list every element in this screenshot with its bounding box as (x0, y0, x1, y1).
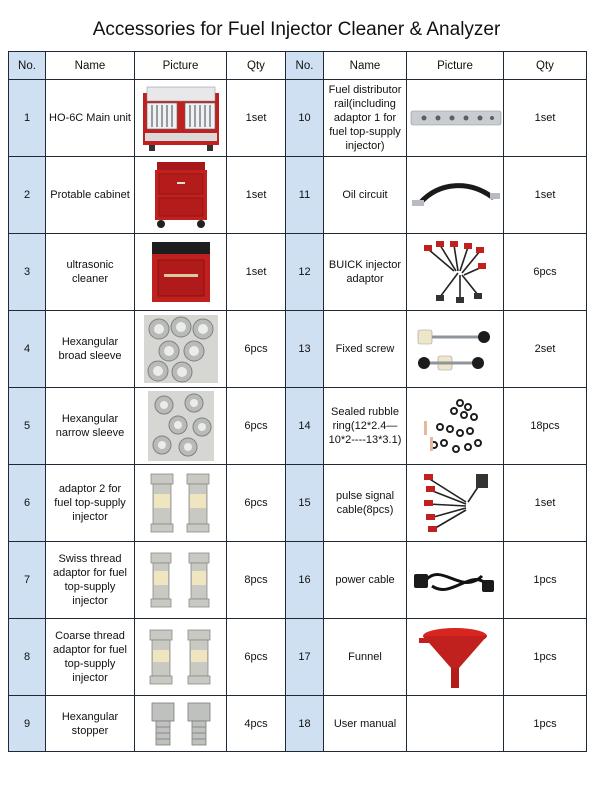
item-name: power cable (324, 542, 407, 619)
item-qty: 1set (504, 157, 587, 234)
page-title: Accessories for Fuel Injector Cleaner & Analyzer (92, 19, 501, 40)
coarse-adaptor-image (135, 619, 227, 696)
item-number: 11 (286, 157, 324, 234)
item-number: 2 (9, 157, 46, 234)
item-qty: 6pcs (227, 619, 286, 696)
item-qty: 1pcs (504, 542, 587, 619)
item-number: 13 (286, 311, 324, 388)
buick-adaptor-image (407, 234, 504, 311)
distributor-rail-image (407, 80, 504, 157)
oil-hose-image (407, 157, 504, 234)
item-qty: 1pcs (504, 619, 587, 696)
swiss-adaptor-image (135, 542, 227, 619)
item-number: 12 (286, 234, 324, 311)
cabinet-image (135, 157, 227, 234)
table-row (9, 542, 587, 619)
table-row (9, 234, 587, 311)
broad-sleeve-image (135, 311, 227, 388)
item-name: Hexangular stopper (46, 696, 135, 752)
ultrasonic-cleaner-image (135, 234, 227, 311)
fixed-screw-image (407, 311, 504, 388)
rubber-rings-image (407, 388, 504, 465)
item-number: 9 (9, 696, 46, 752)
column-header-name: Name (324, 52, 407, 80)
item-number: 15 (286, 465, 324, 542)
item-number: 4 (9, 311, 46, 388)
item-number: 7 (9, 542, 46, 619)
item-name: User manual (324, 696, 407, 752)
column-header-picture: Picture (407, 52, 504, 80)
item-qty: 1set (227, 157, 286, 234)
item-qty: 18pcs (504, 388, 587, 465)
adaptor-2-image (135, 465, 227, 542)
item-name: adaptor 2 for fuel top-supply injector (46, 465, 135, 542)
item-name: BUICK injector adaptor (324, 234, 407, 311)
item-name: Protable cabinet (46, 157, 135, 234)
item-name: Oil circuit (324, 157, 407, 234)
item-name: ultrasonic cleaner (46, 234, 135, 311)
item-name: Hexangular broad sleeve (46, 311, 135, 388)
table-row (9, 619, 587, 696)
item-qty: 6pcs (227, 388, 286, 465)
column-header-no: No. (9, 52, 46, 80)
column-header-name: Name (46, 52, 135, 80)
item-name: Coarse thread adaptor for fuel top-supply injector (46, 619, 135, 696)
main-unit-image (135, 80, 227, 157)
item-name: Fixed screw (324, 311, 407, 388)
table-row (9, 311, 587, 388)
item-qty: 6pcs (504, 234, 587, 311)
item-number: 18 (286, 696, 324, 752)
table-row (9, 696, 587, 752)
item-qty: 1set (504, 80, 587, 157)
table-row (9, 80, 587, 157)
item-number: 14 (286, 388, 324, 465)
item-number: 16 (286, 542, 324, 619)
empty-picture-cell (407, 696, 504, 752)
funnel-image (407, 619, 504, 696)
table-row (9, 388, 587, 465)
column-header-qty: Qty (227, 52, 286, 80)
item-number: 1 (9, 80, 46, 157)
item-qty: 1set (227, 80, 286, 157)
item-number: 8 (9, 619, 46, 696)
item-name: HO-6C Main unit (46, 80, 135, 157)
column-header-picture: Picture (135, 52, 227, 80)
item-number: 3 (9, 234, 46, 311)
item-name: Swiss thread adaptor for fuel top-supply injector (46, 542, 135, 619)
item-qty: 6pcs (227, 311, 286, 388)
item-qty: 1set (227, 234, 286, 311)
item-name: Hexangular narrow sleeve (46, 388, 135, 465)
item-number: 17 (286, 619, 324, 696)
item-name: Sealed rubble ring(12*2.4—10*2----13*3.1) (324, 388, 407, 465)
column-header-qty: Qty (504, 52, 587, 80)
table-row (9, 157, 587, 234)
item-qty: 2set (504, 311, 587, 388)
item-qty: 1set (504, 465, 587, 542)
accessories-table (8, 51, 587, 752)
table-row (9, 465, 587, 542)
narrow-sleeve-image (135, 388, 227, 465)
item-number: 10 (286, 80, 324, 157)
item-number: 5 (9, 388, 46, 465)
item-qty: 4pcs (227, 696, 286, 752)
item-qty: 1pcs (504, 696, 587, 752)
power-cable-image (407, 542, 504, 619)
item-name: Fuel distributor rail(including adaptor 1 for fuel top-supply injector) (324, 80, 407, 157)
pulse-cable-image (407, 465, 504, 542)
item-name: pulse signal cable(8pcs) (324, 465, 407, 542)
item-qty: 6pcs (227, 465, 286, 542)
column-header-no: No. (286, 52, 324, 80)
item-name: Funnel (324, 619, 407, 696)
header-row (9, 52, 587, 80)
stopper-image (135, 696, 227, 752)
item-qty: 8pcs (227, 542, 286, 619)
item-number: 6 (9, 465, 46, 542)
